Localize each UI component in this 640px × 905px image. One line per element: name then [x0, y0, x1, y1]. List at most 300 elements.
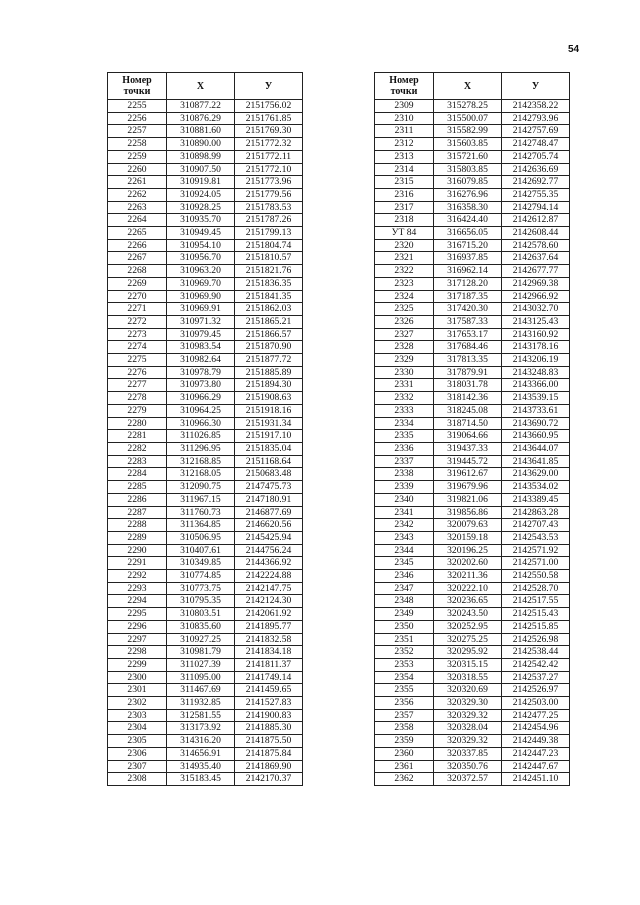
point-number-cell: 2281	[108, 430, 167, 443]
y-cell: 2151772.32	[235, 138, 303, 151]
table-row	[375, 227, 570, 240]
y-cell: 2151885.89	[235, 366, 303, 379]
table-row	[375, 417, 570, 430]
x-cell: 310898.99	[167, 150, 235, 163]
x-cell: 310982.64	[167, 354, 235, 367]
point-number-cell: 2256	[108, 112, 167, 125]
table-row	[375, 366, 570, 379]
x-cell: 311364.85	[167, 519, 235, 532]
x-cell: 315500.07	[434, 112, 502, 125]
table-row	[375, 557, 570, 570]
y-cell: 2142636.69	[502, 163, 570, 176]
x-cell: 310877.22	[167, 100, 235, 113]
y-cell: 2141527.83	[235, 697, 303, 710]
y-cell: 2144366.92	[235, 557, 303, 570]
point-number-cell: 2266	[108, 239, 167, 252]
x-cell: 319679.96	[434, 481, 502, 494]
x-cell: 317420.30	[434, 303, 502, 316]
x-cell: 316424.40	[434, 214, 502, 227]
point-number-cell: 2361	[375, 760, 434, 773]
table-row	[108, 163, 303, 176]
x-cell: 317587.33	[434, 315, 502, 328]
point-number-cell: 2343	[375, 531, 434, 544]
table-row	[108, 658, 303, 671]
coordinates-table-right	[374, 72, 570, 786]
table-row	[375, 430, 570, 443]
table-row	[375, 582, 570, 595]
x-cell: 320211.36	[434, 570, 502, 583]
point-number-cell: 2261	[108, 176, 167, 189]
x-cell: 310407.61	[167, 544, 235, 557]
x-cell: 317653.17	[434, 328, 502, 341]
x-cell: 320318.55	[434, 671, 502, 684]
table-row	[375, 315, 570, 328]
table-row	[375, 722, 570, 735]
y-cell: 2141900.83	[235, 709, 303, 722]
table-row	[375, 595, 570, 608]
y-cell: 2142477.25	[502, 709, 570, 722]
point-number-cell: 2338	[375, 468, 434, 481]
table-row	[108, 138, 303, 151]
y-cell: 2151769.30	[235, 125, 303, 138]
y-cell: 2142447.67	[502, 760, 570, 773]
x-cell: 311095.00	[167, 671, 235, 684]
x-cell: 310956.70	[167, 252, 235, 265]
header-x: X	[434, 73, 502, 100]
x-cell: 310981.79	[167, 646, 235, 659]
y-cell: 2142517.55	[502, 595, 570, 608]
x-cell: 316715.20	[434, 239, 502, 252]
table-row	[375, 455, 570, 468]
y-cell: 2142608.44	[502, 227, 570, 240]
y-cell: 2142538.44	[502, 646, 570, 659]
point-number-cell: 2267	[108, 252, 167, 265]
y-cell: 2143733.61	[502, 404, 570, 417]
x-cell: 310919.81	[167, 176, 235, 189]
table-row	[108, 684, 303, 697]
y-cell: 2151841.35	[235, 290, 303, 303]
x-cell: 320329.30	[434, 697, 502, 710]
point-number-cell: 2358	[375, 722, 434, 735]
x-cell: 312168.85	[167, 455, 235, 468]
point-number-cell: 2355	[375, 684, 434, 697]
table-row	[108, 455, 303, 468]
point-number-cell: 2317	[375, 201, 434, 214]
table-row	[108, 608, 303, 621]
y-cell: 2142543.53	[502, 531, 570, 544]
y-cell: 2151773.96	[235, 176, 303, 189]
y-cell: 2151918.16	[235, 404, 303, 417]
point-number-cell: 2263	[108, 201, 167, 214]
x-cell: 319064.66	[434, 430, 502, 443]
x-cell: 310969.91	[167, 303, 235, 316]
x-cell: 314656.91	[167, 747, 235, 760]
header-y: У	[235, 73, 303, 100]
table-row	[375, 328, 570, 341]
point-number-cell: 2333	[375, 404, 434, 417]
point-number-cell: 2294	[108, 595, 167, 608]
point-number-cell: 2298	[108, 646, 167, 659]
y-cell: 2151894.30	[235, 379, 303, 392]
y-cell: 2142447.23	[502, 747, 570, 760]
table-row	[108, 150, 303, 163]
point-number-cell: 2302	[108, 697, 167, 710]
point-number-cell: 2342	[375, 519, 434, 532]
x-cell: 320202.60	[434, 557, 502, 570]
coordinates-table-left	[107, 72, 303, 786]
point-number-cell: 2287	[108, 506, 167, 519]
point-number-cell: 2301	[108, 684, 167, 697]
point-number-cell: 2277	[108, 379, 167, 392]
point-number-cell: 2280	[108, 417, 167, 430]
table-row	[375, 354, 570, 367]
y-cell: 2145425.94	[235, 531, 303, 544]
x-cell: 310963.20	[167, 265, 235, 278]
y-cell: 2151772.10	[235, 163, 303, 176]
point-number-cell: 2362	[375, 773, 434, 786]
y-cell: 2144756.24	[235, 544, 303, 557]
table-row	[375, 392, 570, 405]
y-cell: 2143641.85	[502, 455, 570, 468]
point-number-cell: 2306	[108, 747, 167, 760]
point-number-cell: 2290	[108, 544, 167, 557]
point-number-cell: 2324	[375, 290, 434, 303]
y-cell: 2151787.26	[235, 214, 303, 227]
point-number-cell: 2316	[375, 188, 434, 201]
table-row	[108, 620, 303, 633]
table-row	[108, 188, 303, 201]
table-row	[108, 328, 303, 341]
point-number-cell: 2304	[108, 722, 167, 735]
header-y: У	[502, 73, 570, 100]
point-number-cell: 2300	[108, 671, 167, 684]
x-cell: 317187.35	[434, 290, 502, 303]
table-row	[108, 277, 303, 290]
point-number-cell: 2262	[108, 188, 167, 201]
x-cell: 310966.29	[167, 392, 235, 405]
point-number-cell: 2337	[375, 455, 434, 468]
table-row	[108, 100, 303, 113]
x-cell: 310935.70	[167, 214, 235, 227]
table-row	[375, 709, 570, 722]
y-cell: 2142612.87	[502, 214, 570, 227]
table-row	[108, 582, 303, 595]
y-cell: 2142451.10	[502, 773, 570, 786]
table-row	[108, 417, 303, 430]
table-row	[108, 773, 303, 786]
x-cell: 319821.06	[434, 493, 502, 506]
table-row	[108, 379, 303, 392]
x-cell: 316079.85	[434, 176, 502, 189]
y-cell: 2142966.92	[502, 290, 570, 303]
x-cell: 311296.95	[167, 442, 235, 455]
table-row	[108, 404, 303, 417]
x-cell: 310966.30	[167, 417, 235, 430]
point-number-cell: 2357	[375, 709, 434, 722]
table-row	[108, 481, 303, 494]
x-cell: 310876.29	[167, 112, 235, 125]
x-cell: 310890.00	[167, 138, 235, 151]
table-row	[375, 735, 570, 748]
x-cell: 310973.80	[167, 379, 235, 392]
y-cell: 2141749.14	[235, 671, 303, 684]
x-cell: 310795.35	[167, 595, 235, 608]
point-number-cell: 2359	[375, 735, 434, 748]
y-cell: 2142755.35	[502, 188, 570, 201]
y-cell: 2142515.43	[502, 608, 570, 621]
point-number-cell: 2323	[375, 277, 434, 290]
point-number-cell: 2289	[108, 531, 167, 544]
x-cell: 315803.85	[434, 163, 502, 176]
y-cell: 2142677.77	[502, 265, 570, 278]
y-cell: 2142794.14	[502, 201, 570, 214]
y-cell: 2141875.50	[235, 735, 303, 748]
y-cell: 2141895.77	[235, 620, 303, 633]
x-cell: 319612.67	[434, 468, 502, 481]
y-cell: 2151835.04	[235, 442, 303, 455]
point-number-cell: 2272	[108, 315, 167, 328]
y-cell: 2141834.18	[235, 646, 303, 659]
x-cell: 310506.95	[167, 531, 235, 544]
point-number-cell: 2330	[375, 366, 434, 379]
table-row	[375, 468, 570, 481]
y-cell: 2141875.84	[235, 747, 303, 760]
y-cell: 2143178.16	[502, 341, 570, 354]
y-cell: 2143125.43	[502, 315, 570, 328]
y-cell: 2151756.02	[235, 100, 303, 113]
y-cell: 2147180.91	[235, 493, 303, 506]
x-cell: 310349.85	[167, 557, 235, 570]
x-cell: 320252.95	[434, 620, 502, 633]
table-header-row	[108, 73, 303, 100]
x-cell: 313173.92	[167, 722, 235, 735]
x-cell: 310924.05	[167, 188, 235, 201]
point-number-cell: 2356	[375, 697, 434, 710]
point-number-cell: 2283	[108, 455, 167, 468]
point-number-cell: 2312	[375, 138, 434, 151]
y-cell: 2143206.19	[502, 354, 570, 367]
table-row	[108, 544, 303, 557]
point-number-cell: 2320	[375, 239, 434, 252]
x-cell: 310964.25	[167, 404, 235, 417]
table-row	[108, 633, 303, 646]
point-number-cell: 2321	[375, 252, 434, 265]
table-row	[375, 214, 570, 227]
y-cell: 2147475.73	[235, 481, 303, 494]
point-number-cell: 2265	[108, 227, 167, 240]
x-cell: 310774.85	[167, 570, 235, 583]
point-number-cell: 2346	[375, 570, 434, 583]
point-number-cell: 2269	[108, 277, 167, 290]
x-cell: 310907.50	[167, 163, 235, 176]
y-cell: 2142863.28	[502, 506, 570, 519]
x-cell: 311026.85	[167, 430, 235, 443]
point-number-cell: 2279	[108, 404, 167, 417]
table-row	[375, 442, 570, 455]
table-row	[108, 671, 303, 684]
point-number-cell: 2276	[108, 366, 167, 379]
point-number-cell: 2285	[108, 481, 167, 494]
y-cell: 2151804.74	[235, 239, 303, 252]
x-cell: 320196.25	[434, 544, 502, 557]
x-cell: 310927.25	[167, 633, 235, 646]
point-number-cell: 2297	[108, 633, 167, 646]
point-number-cell: 2332	[375, 392, 434, 405]
y-cell: 2151779.56	[235, 188, 303, 201]
x-cell: 320350.76	[434, 760, 502, 773]
x-cell: 310978.79	[167, 366, 235, 379]
table-row	[375, 519, 570, 532]
x-cell: 312168.05	[167, 468, 235, 481]
x-cell: 310969.90	[167, 290, 235, 303]
table-row	[375, 620, 570, 633]
x-cell: 316358.30	[434, 201, 502, 214]
table-row	[375, 544, 570, 557]
table-row	[108, 392, 303, 405]
y-cell: 2151168.64	[235, 455, 303, 468]
x-cell: 320079.63	[434, 519, 502, 532]
header-x: X	[167, 73, 235, 100]
point-number-cell: 2348	[375, 595, 434, 608]
y-cell: 2141885.30	[235, 722, 303, 735]
table-row	[108, 214, 303, 227]
x-cell: 318031.78	[434, 379, 502, 392]
x-cell: 315183.45	[167, 773, 235, 786]
x-cell: 310969.70	[167, 277, 235, 290]
y-cell: 2151862.03	[235, 303, 303, 316]
x-cell: 316962.14	[434, 265, 502, 278]
x-cell: 320320.69	[434, 684, 502, 697]
y-cell: 2151810.57	[235, 252, 303, 265]
table-row	[375, 506, 570, 519]
x-cell: 317128.20	[434, 277, 502, 290]
point-number-cell: 2315	[375, 176, 434, 189]
point-number-cell: 2350	[375, 620, 434, 633]
y-cell: 2142061.92	[235, 608, 303, 621]
y-cell: 2142515.85	[502, 620, 570, 633]
table-row	[108, 239, 303, 252]
y-cell: 2142503.00	[502, 697, 570, 710]
y-cell: 2151821.76	[235, 265, 303, 278]
table-row	[375, 481, 570, 494]
table-row	[108, 315, 303, 328]
y-cell: 2141811.37	[235, 658, 303, 671]
table-row	[375, 341, 570, 354]
y-cell: 2151908.63	[235, 392, 303, 405]
table-row	[108, 290, 303, 303]
y-cell: 2142528.70	[502, 582, 570, 595]
table-row	[108, 265, 303, 278]
y-cell: 2143539.15	[502, 392, 570, 405]
table-row	[375, 265, 570, 278]
table-row	[108, 747, 303, 760]
point-number-cell: 2334	[375, 417, 434, 430]
header-point-number: Номер точки	[108, 73, 167, 100]
point-number-cell: 2288	[108, 519, 167, 532]
x-cell: 311932.85	[167, 697, 235, 710]
table-row	[108, 430, 303, 443]
y-cell: 2142748.47	[502, 138, 570, 151]
point-number-cell: 2344	[375, 544, 434, 557]
x-cell: 317879.91	[434, 366, 502, 379]
table-row	[108, 697, 303, 710]
y-cell: 2142707.43	[502, 519, 570, 532]
x-cell: 320328.04	[434, 722, 502, 735]
table-row	[375, 138, 570, 151]
y-cell: 2151772.11	[235, 150, 303, 163]
y-cell: 2142224.88	[235, 570, 303, 583]
x-cell: 315603.85	[434, 138, 502, 151]
y-cell: 2142454.96	[502, 722, 570, 735]
table-row	[108, 252, 303, 265]
point-number-cell: 2360	[375, 747, 434, 760]
point-number-cell: 2270	[108, 290, 167, 303]
table-row	[108, 506, 303, 519]
table-row	[108, 557, 303, 570]
y-cell: 2151917.10	[235, 430, 303, 443]
table-row	[108, 722, 303, 735]
y-cell: 2143690.72	[502, 417, 570, 430]
table-row	[108, 442, 303, 455]
y-cell: 2142147.75	[235, 582, 303, 595]
table-row	[108, 709, 303, 722]
table-row	[108, 519, 303, 532]
y-cell: 2151761.85	[235, 112, 303, 125]
table-row	[375, 608, 570, 621]
point-number-cell: 2271	[108, 303, 167, 316]
table-row	[375, 404, 570, 417]
y-cell: 2151870.90	[235, 341, 303, 354]
y-cell: 2146877.69	[235, 506, 303, 519]
table-row	[108, 176, 303, 189]
y-cell: 2151931.34	[235, 417, 303, 430]
x-cell: 314935.40	[167, 760, 235, 773]
table-row	[375, 531, 570, 544]
y-cell: 2142578.60	[502, 239, 570, 252]
x-cell: 318245.08	[434, 404, 502, 417]
y-cell: 2143660.95	[502, 430, 570, 443]
point-number-cell: 2278	[108, 392, 167, 405]
point-number-cell: УТ 84	[375, 227, 434, 240]
table-row	[375, 697, 570, 710]
point-number-cell: 2335	[375, 430, 434, 443]
y-cell: 2142571.00	[502, 557, 570, 570]
x-cell: 311967.15	[167, 493, 235, 506]
x-cell: 320329.32	[434, 709, 502, 722]
table-row	[108, 341, 303, 354]
y-cell: 2142705.74	[502, 150, 570, 163]
y-cell: 2141459.65	[235, 684, 303, 697]
table-row	[375, 188, 570, 201]
x-cell: 320295.92	[434, 646, 502, 659]
point-number-cell: 2299	[108, 658, 167, 671]
table-row	[375, 303, 570, 316]
y-cell: 2143032.70	[502, 303, 570, 316]
x-cell: 310971.32	[167, 315, 235, 328]
x-cell: 320275.25	[434, 633, 502, 646]
y-cell: 2141869.90	[235, 760, 303, 773]
point-number-cell: 2311	[375, 125, 434, 138]
table-row	[375, 125, 570, 138]
table-row	[108, 354, 303, 367]
table-row	[108, 531, 303, 544]
page-number: 54	[568, 44, 580, 55]
x-cell: 315582.99	[434, 125, 502, 138]
point-number-cell: 2275	[108, 354, 167, 367]
table-row	[375, 493, 570, 506]
point-number-cell: 2268	[108, 265, 167, 278]
x-cell: 310983.54	[167, 341, 235, 354]
